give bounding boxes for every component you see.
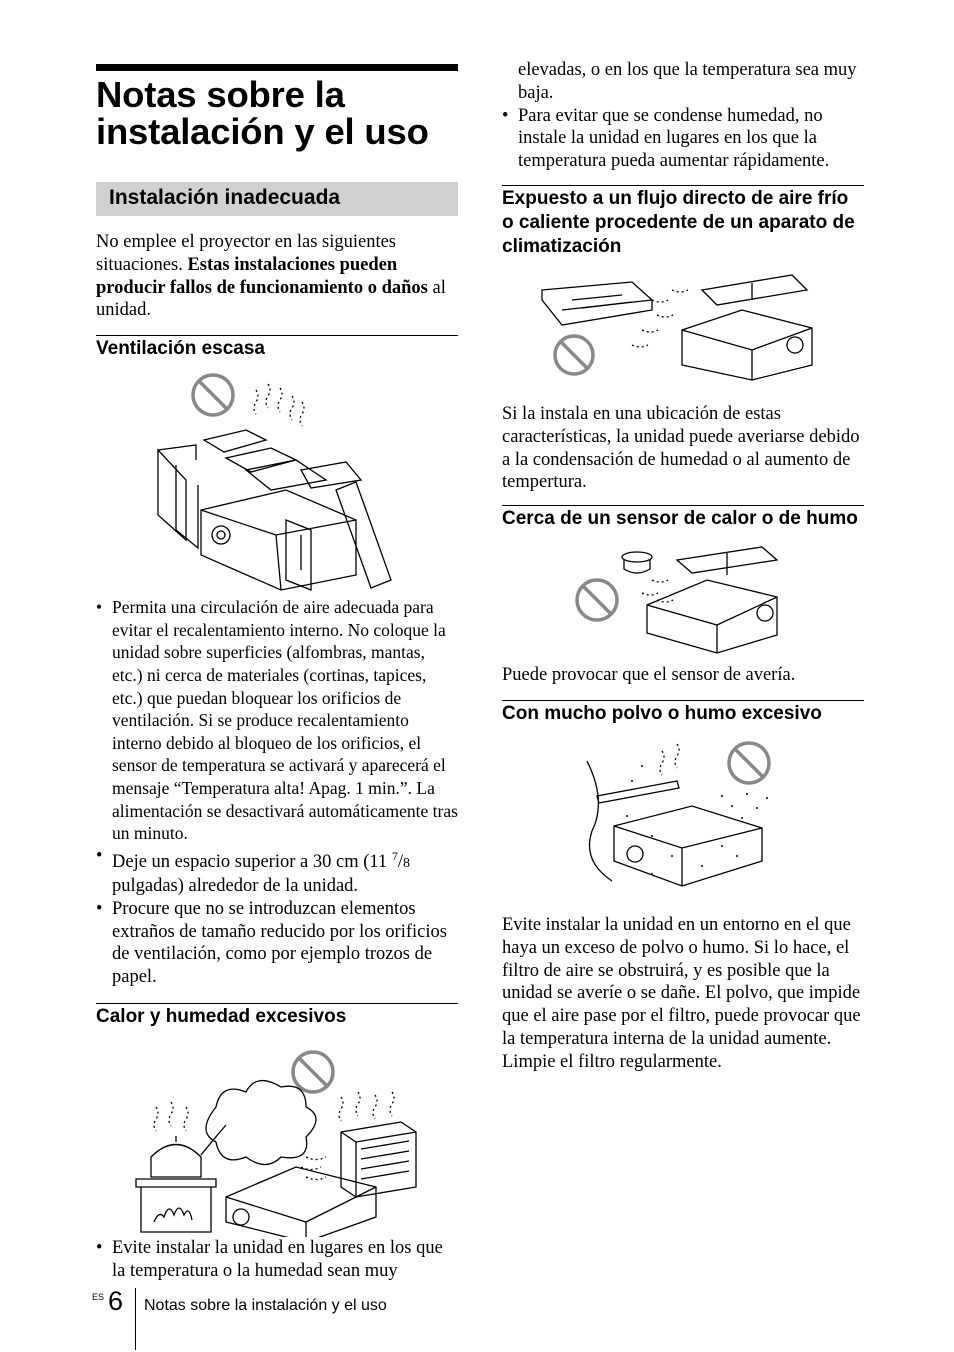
subheading-calor: Calor y humedad excesivos <box>96 1003 458 1029</box>
bullet-item: • Evite instalar la unidad en lugares en los que la temperatura o la humedad sean muy <box>96 1237 458 1283</box>
heat-bullets-left <box>96 1237 458 1283</box>
polvo-paragraph: Evite instalar la unidad en un entorno en el que haya un exceso de polvo o humo. Si lo hace, el filtro de aire se obstruirá, y es posible que la unidad se averíe o se dañe. El polvo, que impide que el aire pase por el filtro, puede provocar que la temperatura interna de la unidad aumente. Limpie el filtro regularmente. <box>502 914 861 1072</box>
title-rule <box>96 64 458 71</box>
subheading-flujo: Expuesto a un flujo directo de aire frío o caliente procedente de un aparato de climatización <box>502 185 864 259</box>
heat-sensor-illustration <box>502 545 864 660</box>
bullet-item: • Deje un espacio superior a 30 cm (11 $^7$/8 pulgadas) alrededor de la unidad. <box>96 845 458 898</box>
intro-bold-text: Estas instalaciones pueden producir fallos de funcionamiento o daños <box>96 254 428 298</box>
intro-paragraph <box>96 231 458 322</box>
continued-text: elevadas, o en los que la temperatura sea muy baja. <box>518 60 857 103</box>
language-code: ES <box>92 1292 105 1302</box>
sensor-paragraph: Puede provocar que el sensor de avería. <box>502 665 796 686</box>
intro-text: No emplee el proyector en las siguientes situaciones. <box>96 232 397 275</box>
subheading-polvo: Con mucho polvo o humo excesivo <box>502 700 864 726</box>
heat-humidity-illustration <box>96 1037 458 1237</box>
ventilation-bullets <box>96 596 458 988</box>
bullet-item: • Procure que no se introduzcan elementos extraños de tamaño reducido por los orificios de ventilación, como por ejemplo trozos de papel. <box>96 898 458 988</box>
poor-ventilation-illustration <box>96 370 458 595</box>
bullet-item: • Para evitar que se condense humedad, no instale la unidad en lugares en los que la temperatura pueda aumentar rápidamente. <box>502 105 864 173</box>
dust-smoke-illustration <box>502 736 864 901</box>
air-flow-illustration <box>502 270 864 390</box>
subheading-ventilacion: Ventilación escasa <box>96 335 458 361</box>
running-footer-title: Notas sobre la instalación y el uso <box>144 1297 387 1314</box>
footer-divider <box>135 1288 136 1350</box>
page-title: Notas sobre la instalación y el uso <box>96 74 429 152</box>
bullet-item: • Permita una circulación de aire adecuada para evitar el recalentamiento interno. No coloque la unidad sobre superficies (alfombras, mantas, etc.) ni cerca de materiales (cortinas, tapices, etc.) que puedan bloquear los orificios de ventilación. Si se produce recalentamiento interno debido al bloqueo de los orificios, el sensor de temperatura se activará y aparecerá el mensaje “Temperatura alta! Apag. 1 min.”. La alimentación se desactivará automáticamente tras un minuto. <box>96 596 458 845</box>
heat-bullets-right <box>502 105 864 173</box>
subheading-sensor: Cerca de un sensor de calor o de humo <box>502 505 864 531</box>
page-number: 6 <box>108 1286 124 1316</box>
intro-text-end: al unidad. <box>96 277 446 321</box>
flujo-paragraph: Si la instala en una ubicación de estas características, la unidad puede averiarse debido a la condensación de humedad o al aumento de tempertura. <box>502 403 860 493</box>
section-heading: Instalación inadecuada <box>96 182 458 216</box>
